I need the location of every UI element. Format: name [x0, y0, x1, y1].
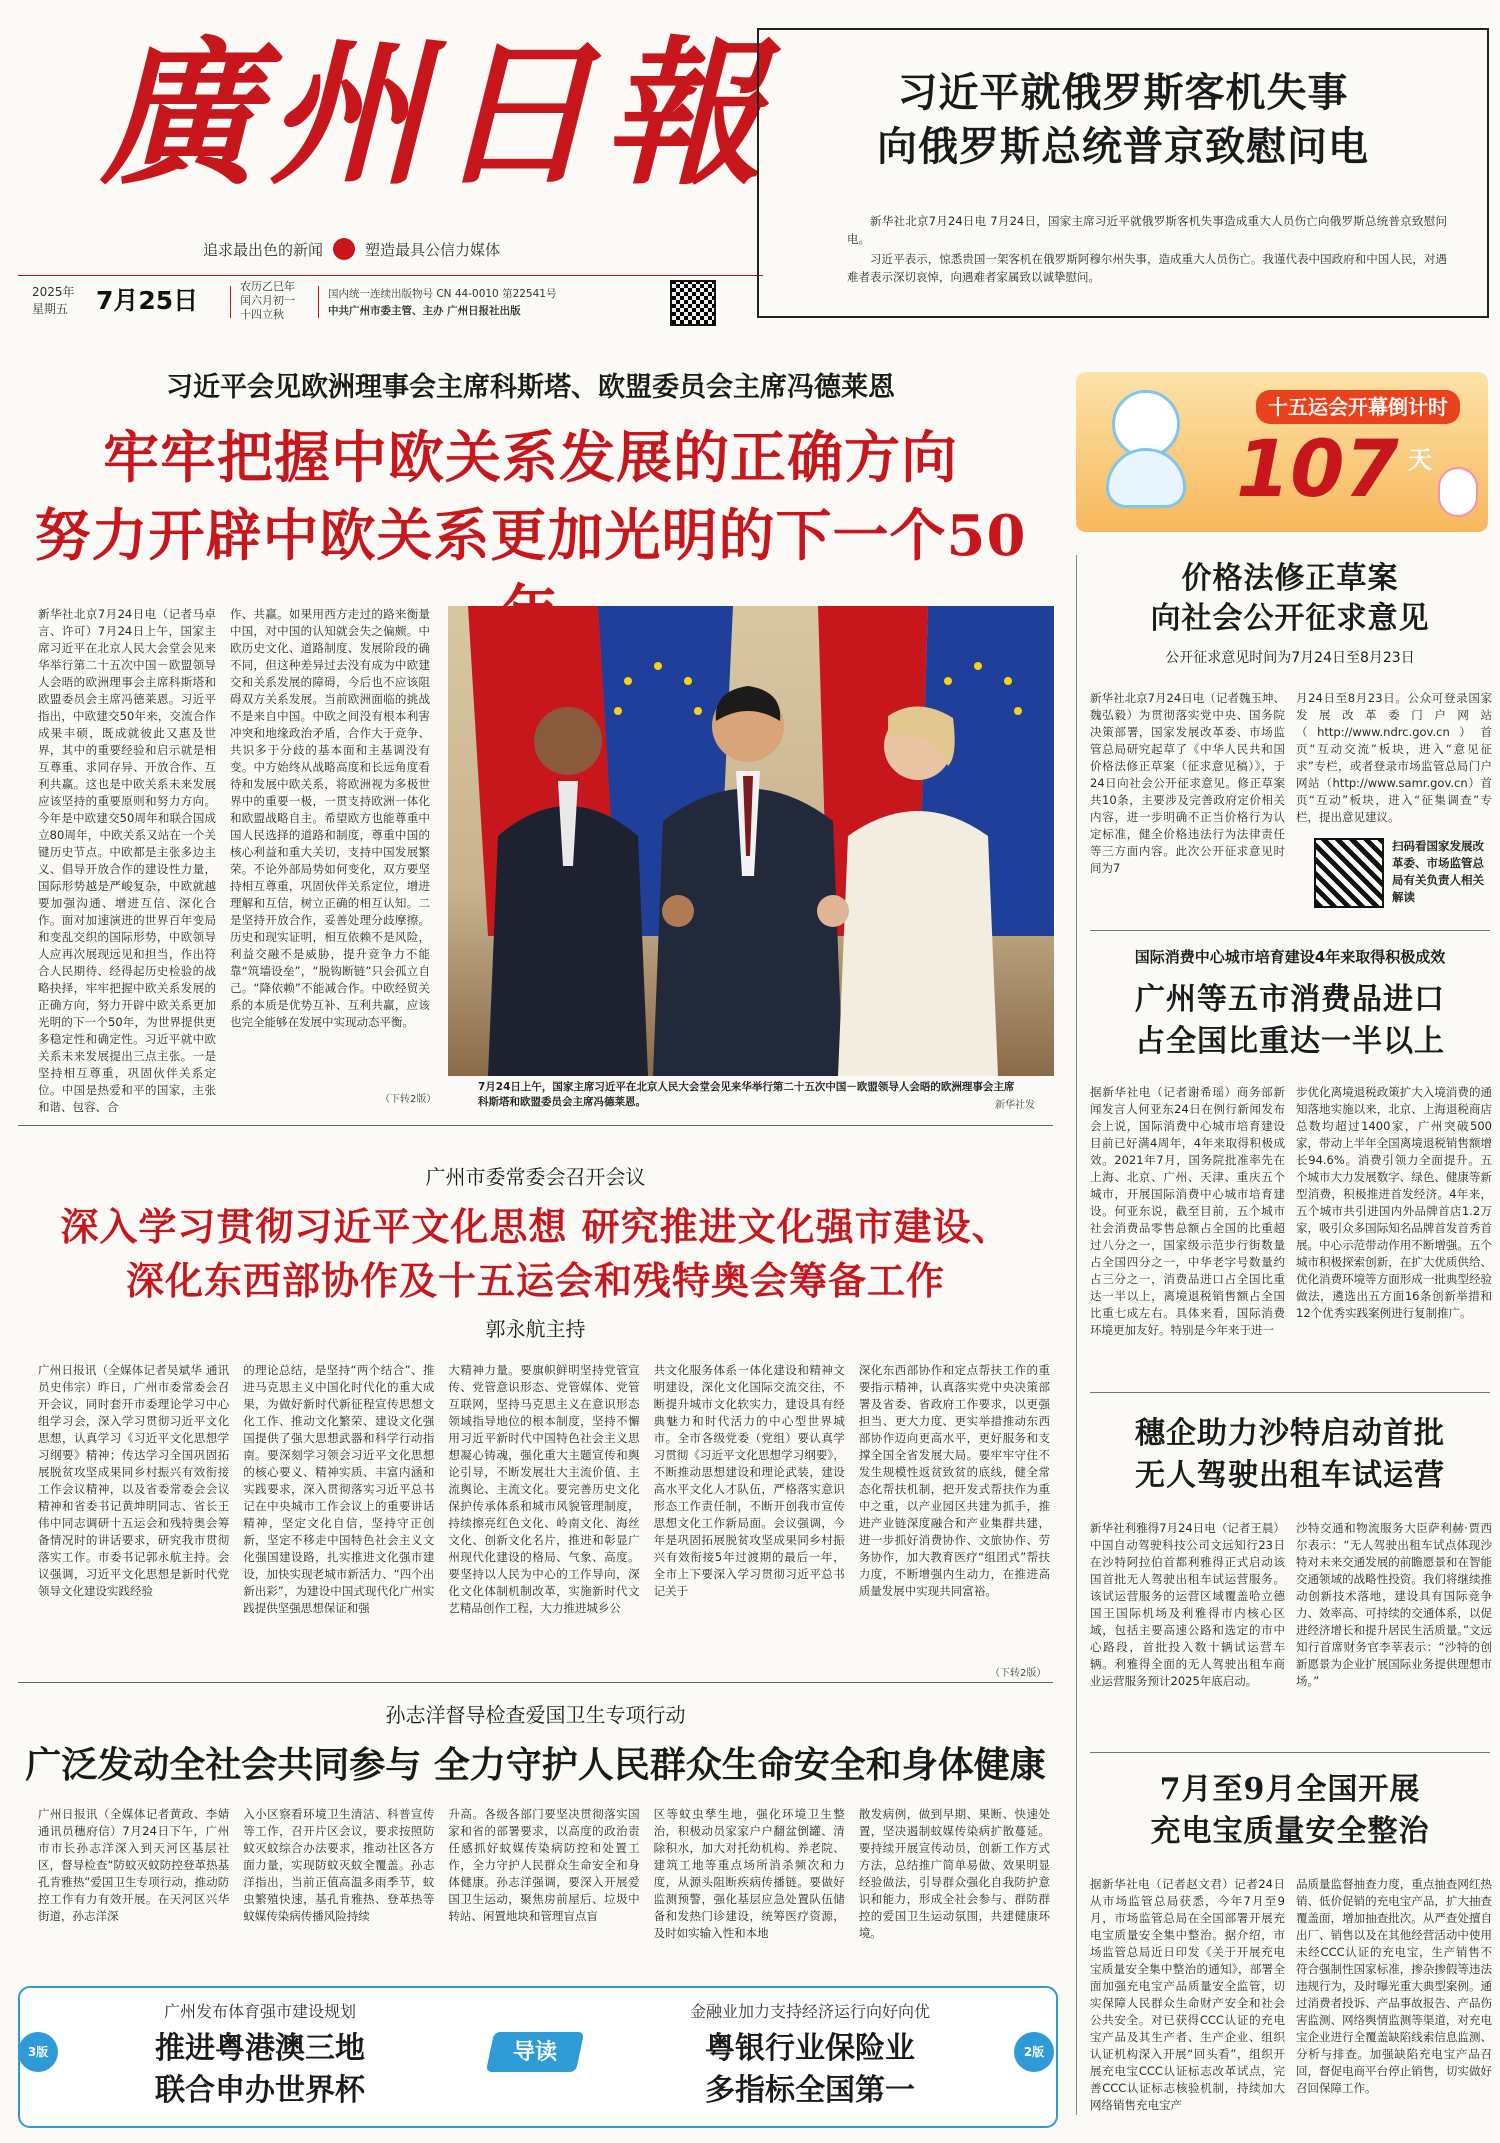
guide-right-line-1[interactable]: 粤银行业保险业	[705, 2031, 915, 2066]
lead-photo-credit: 新华社发	[995, 1100, 1035, 1111]
top-story-p2: 习近平表示，惊悉贵国一架客机在俄罗斯阿穆尔州失事，造成重大人员伤亡。我谨代表中国政府和中国人民，对遇难者表示深切哀悼，向遇难者家属致以诚挚慰问。	[847, 252, 1447, 284]
handshake-left	[662, 895, 694, 927]
consumption-headline-1: 广州等五市消费品进口	[1135, 982, 1445, 1017]
slogan-left: 追求最出色的新闻	[203, 240, 324, 259]
city-meeting-col-1: 广州日报讯（全媒体记者吴斌华 通讯员史伟宗）昨日，广州市委常委会召开会议，同时套开市委理论学习中心组学习会，深入学习贯彻习近平文化思想，认真学习《习近平文化思想学习纲要》精神；传达学习全国巩固拓展脱贫攻坚成果同乡村振兴有效衔接工作会议精神，以及省委常委会会议精神和省委书记黄坤明同志、省长王伟中同志调研十五运会和残特奥会筹备情况时的讲话要求，研究我市贯彻落实工作。市委书记郭永航主持。会议强调，习近平文化思想是新时代党领导文化建设实践经验	[38, 1363, 230, 1598]
health-body	[38, 1806, 1050, 1976]
price-law-qr-icon	[1314, 838, 1384, 908]
price-law-sub: 公开征求意见时间为7月24日至8月23日	[1165, 650, 1415, 666]
city-meeting-headline-1: 深入学习贯彻习近平文化思想 研究推进文化强市建设、	[60, 1204, 1011, 1249]
city-meeting-col-3: 大精神力量。要旗帜鲜明坚持党管宣传、党管意识形态、党管媒体、党管互联网，坚持马克思主义在意识形态领域指导地位的根本制度，坚持不懈用习近平新时代中国特色社会主义思想凝心铸魂，强化重大主题宣传和舆论引导，不断发展壮大主流价值、主流舆论、主流文化。要完善历史文化保护传承体系和城市风貌管理制度，持续擦亮红色文化、岭南文化、海丝文化、创新文化名片，推进和彰显广州现代化建设的格局、气象、高度。要坚持以人民为中心的工作导向，深化文化体制机制改革，实施新时代文艺精品创作工程，大力推进城乡公	[448, 1363, 640, 1615]
lead-photo	[448, 606, 1054, 1076]
guide-bar	[18, 1986, 1058, 2128]
lead-col-2: 作、共赢。如果用西方走过的路来衡量中国，对中国的认知就会失之偏颇。中欧历史文化、道路制度、发展阶段的确不同，但这种差异过去没有成为中欧建交和关系发展的障碍，今后也不应该阻碍双方关系发展。当前欧洲面临的挑战不是来自中国。中欧之间没有根本利害冲突和地缘政治矛盾，合作大于竞争、共识多于分歧的基本面和主基调没有变。中方始终从战略高度和长远角度看待和发展中欧关系，将欧洲视为多极世界中的重要一极，一贯支持欧洲一体化和欧盟战略自主。希望欧方也能尊重中国人民选择的道路和制度，尊重中国的核心利益和重大关切，支持中国发展繁荣。不论外部局势如何变化，双方要坚持相互尊重，巩固伙伴关系定位，增进理解和互信，树立正确的相互认知。二是坚持开放合作，妥善处理分歧摩擦。历史和现实证明，相互依赖不是风险，利益交融不是威胁，提升竞争力不能靠“筑墙设垒”，“脱钩断链”只会孤立自己。“降依赖”不能减合作。中欧经贸关系的本质是优势互补、互利共赢，应该也完全能够在发展中实现动态平衡。	[230, 607, 430, 1029]
slogan-logo-icon	[333, 238, 355, 260]
date-main: 7月25日	[96, 286, 199, 315]
qr-code-icon	[670, 280, 716, 326]
top-story-headline-2: 向俄罗斯总统普京致慰问电	[877, 123, 1369, 170]
lunar-2: 闰六月初一	[240, 294, 295, 307]
mascot-icon	[1098, 390, 1194, 510]
health-col-1: 广州日报讯（全媒体记者黄政、李婧 通讯员穗府信）7月24日下午，广州市市长孙志洋深入到天河区基层社区，督导检查“防蚊灭蚊防控登革热基孔肯雅热”爱国卫生专项行动，推动防控工作有力有效开展。在天河区兴华街道，孙志洋深	[38, 1807, 230, 1923]
price-law-col-1: 新华社北京7月24日电（记者魏玉坤、魏弘毅）为贯彻落实党中央、国务院决策部署，国家发展改革委、市场监管总局研究起草了《中华人民共和国价格法修正草案（征求意见稿）》，于24日向社会公开征求意见。修正草案共10条，主要涉及完善政府定价相关内容，进一步明确不正当价格行为认定标准，健全价格违法行为法律责任等三方面内容。此次公开征求意见时间为7	[1090, 691, 1285, 875]
mascot-small-icon	[1438, 467, 1478, 517]
city-meeting-kicker: 广州市委常委会召开会议	[425, 1165, 646, 1189]
date-bar	[18, 280, 763, 328]
health-kicker: 孙志洋督导检查爱国卫生专项行动	[385, 1703, 686, 1727]
masthead-title: 廣州日報	[100, 22, 772, 207]
guide-center-label: 导读	[512, 2039, 557, 2065]
city-meeting-headline-2: 深化东西部协作及十五运会和残特奥会筹备工作	[125, 1258, 945, 1303]
health-col-4: 区等蚊虫孳生地，强化环境卫生整治，积极动员家家户户翻盆倒罐、清除积水，加大对托幼机构、养老院、建筑工地等重点场所消杀频次和力度，从源头阻断疾病传播链。要做好监测预警，强化基层应急处置队伍储备和发热门诊建设，统筹医疗资源，及时如实输入性和本地	[653, 1807, 845, 1940]
city-meeting-body	[38, 1362, 1050, 1662]
guide-left-kicker[interactable]: 广州发布体育强市建设规划	[163, 2002, 356, 2021]
price-law-headline-2: 向社会公开征求意见	[1150, 601, 1430, 636]
countdown-banner	[1076, 372, 1488, 532]
lunar-1: 农历乙巳年	[240, 280, 295, 293]
robotaxi-col-2: 沙特交通和物流服务大臣萨利赫·贾西尔表示：“无人驾驶出租车试点体现沙特对未来交通发展的前瞻愿景和在智能交通领域的战略性投资。我们将继续推动创新技术落地，建设具有国际竞争力、效率高、可持续的交通体系，以促进经济增长和提升居民生活质量。”文远知行首席财务官李莘表示：“沙特的创新愿景为企业扩展国际业务提供理想市场。”	[1296, 1521, 1492, 1688]
pub-line-2: 中共广州市委主管、主办 广州日报社出版	[328, 305, 521, 317]
guide-left-line-2[interactable]: 联合申办世界杯	[155, 2073, 365, 2108]
health-col-3: 升高。各级各部门要坚决贯彻落实国家和省的部署要求，以高度的政治责任感抓好蚊媒传染病防控和处置工作，全力守护人民群众生命安全和身体健康。孙志洋强调，要深入开展爱国卫生运动，聚焦房前屋后、垃圾中转站、闲置地块和管理盲点盲	[448, 1807, 640, 1923]
power-bank-headline-2: 充电宝质量安全整治	[1150, 1814, 1430, 1849]
date-weekday: 星期五	[32, 302, 69, 316]
lead-col-1: 新华社北京7月24日电（记者马卓言、许可）7月24日上午，国家主席习近平在北京人民大会堂会见来华举行第二十五次中国－欧盟领导人会晤的欧洲理事会主席科斯塔和欧盟委员会主席冯德莱恩。习近平指出，中欧建交50年来，交流合作成果丰硕，既成就彼此又惠及世界，其中的重要经验和启示就是相互尊重、求同存异、开放合作、互利共赢。这也是中欧关系未来发展应该坚持的重要原则和努力方向。今年是中欧建交50周年和联合国成立80周年，中欧关系又站在一个关键历史节点。中欧都是主张多边主义、倡导开放合作的建设性力量，国际形势越是严峻复杂，中欧就越要加强沟通、增进互信、深化合作。面对加速演进的世界百年变局和变乱交织的国际形势，中欧领导人应再次展现远见和担当，作出符合人民期待、经得起历史检验的战略抉择，牢牢把握中欧关系发展的正确方向，努力开辟中欧关系更加光明的下一个50年，为世界提供更多稳定性和确定性。习近平就中欧关系未来发展提出三点主张。一是坚持相互尊重，巩固伙伴关系定位。中国是热爱和平的国家，主张和谐、包容、合	[38, 607, 216, 1114]
photo-illustration	[448, 606, 1054, 1076]
robotaxi-col-1: 新华社利雅得7月24日电（记者王晨）中国自动驾驶科技公司文远知行23日在沙特阿拉伯首都利雅得正式启动该国首批无人驾驶出租车试运营服务。该试运营服务的运营区域覆盖哈立德国王国际机场及利雅得市内核心区域，包括主要高速公路和选定的市中心路段，首批投入数十辆试运营车辆。利雅得全面的无人驾驶出租车商业运营服务预计2025年底启动。	[1090, 1521, 1285, 1688]
city-meeting-byline: 郭永航主持	[485, 1317, 586, 1341]
power-bank-col-1: 据新华社电（记者赵文君）记者24日从市场监管总局获悉，今年7月至9月，市场监管总局在全国部署开展充电宝质量安全集中整治。据介绍，市场监管总局近日印发《关于开展充电宝质量安全集中整治的通知》，部署全面加强充电宝产品质量安全监管，切实保障人民群众生命财产安全和社会公共安全。对已获得CCC认证的充电宝产品及其生产者、生产企业、组织认证机构深入开展“回头看”，组织开展充电宝CCC认证标志改革试点，完善CCC认证标志核验机制，持续加大网络销售充电宝产	[1090, 1877, 1285, 2112]
power-bank-headline-1: 7月至9月全国开展	[1159, 1772, 1421, 1807]
guide-right-kicker[interactable]: 金融业加力支持经济运行向好向优	[689, 2002, 930, 2021]
consumption-col-2: 步优化离境退税政策扩大入境消费的通知落地实施以来，北京、上海退税商店总数均超过1400家，广州突破500家，带动上半年全国离境退税销售额增长94.6%。消费引领力全面提升。五个城市大力发展数字、绿色、健康等新型消费，积极推进首发经济。4年来，五个城市共引进国内外品牌首店1.2万家，吸引众多国际知名品牌首发首秀首展。中心示范带动作用不断增强。五个城市积极探索创新，在扩大优质供给、优化消费环境等方面形成一批典型经验做法，遴选出五方面16条创新举措和12个优秀实践案例进行复制推广。	[1296, 1085, 1492, 1320]
city-meeting-col-4: 共文化服务体系一体化建设和精神文明建设，深化文化国际交流交往，不断提升城市文化软实力，建设具有经典魅力和时代活力的中心型世界城市。全市各级党委（党组）要认真学习贯彻《习近平文化思想学习纲要》，不断推动思想建设和理论武装，建设高水平文化人才队伍，严格落实意识形态工作责任制，不断开创我市宣传思想文化工作新局面。会议强调，今年是巩固拓展脱贫攻坚成果同乡村振兴有效衔接5年过渡期的最后一年，全市上下要深入学习贯彻习近平总书记关于	[653, 1363, 845, 1598]
health-col-5: 散发病例，做到早期、果断、快速处置，坚决遏制蚊媒传染病扩散蔓延。要持续开展宣传动员，创新工作方式方法，总结推广简单易做、效果明显经验做法，引导群众强化自我防护意识和能力，形成全社会参与、群防群控的爱国卫生运动氛围，共建健康环境。	[858, 1807, 1051, 1940]
handshake-right	[817, 895, 849, 927]
countdown-unit: 天	[1408, 446, 1432, 474]
top-story-headline-1: 习近平就俄罗斯客机失事	[897, 69, 1349, 116]
lunar-3: 十四立秋	[240, 308, 284, 321]
lead-more: （下转2版）	[380, 1094, 437, 1105]
consumption-kicker: 国际消费中心城市培育建设4年来取得积极成效	[1134, 948, 1446, 966]
top-story-box	[757, 28, 1489, 318]
slogan-right: 塑造最具公信力媒体	[365, 240, 501, 259]
pub-line-1: 国内统一连续出版物号 CN 44-0010 第22541号	[328, 288, 557, 300]
robotaxi-headline-1: 穗企助力沙特启动首批	[1135, 1416, 1445, 1451]
health-headline: 广泛发动全社会共同参与 全力守护人民群众生命安全和身体健康	[25, 1744, 1046, 1786]
top-story-p1: 新华社北京7月24日电 7月24日，国家主席习近平就俄罗斯客机失事造成重大人员伤亡向俄罗斯总统普京致慰问电。	[847, 214, 1447, 246]
guide-center-badge	[486, 2032, 585, 2072]
consumption-headline-2: 占全国比重达一半以上	[1135, 1024, 1445, 1059]
price-law-col-2: 月24日至8月23日。公众可登录国家发展改革委门户网站（http://www.ndrc.gov.cn）首页“互动交流”板块，进入“意见征求”专栏，或者登录市场监管总局门户网站（http://www.samr.gov.cn）首页“互动”板块，进入“征集调查”专栏，提出意见建议。	[1296, 691, 1492, 824]
lead-headline-1: 牢牢把握中欧关系发展的正确方向	[103, 425, 958, 491]
date-year: 2025年	[32, 285, 75, 299]
consumption-col-1: 据新华社电（记者谢希瑶）商务部新闻发言人何亚东24日在例行新闻发布会上说，国际消费中心城市培育建设目前已好满4周年，4年来取得积极成效。2021年7月，国务院批准率先在上海、北京、广州、天津、重庆五个城市，开展国际消费中心城市培育建设。何亚东说，截至目前，五个城市社会消费品零售总额占全国的比重超过八分之一，国家级示范步行街数量占全国四分之一，中华老字号数量约占三分之一，消费品进口占全国比重达一半以上，离境退税销售额占全国比重七成左右。具体来看，国际消费环境更加友好。特别是今年来于进一	[1090, 1085, 1285, 1337]
health-col-2: 入小区察看环境卫生清洁、科普宣传等工作，召开片区会议，要求按照防蚊灭蚊综合办法要求，推动社区各方面力量，实现防蚊灭蚊全覆盖。孙志洋指出，当前正值高温多雨季节，蚊虫繁殖快速，基孔肯雅热、登革热等蚊媒传染病传播风险持续	[243, 1807, 435, 1923]
countdown-number: 107	[1236, 425, 1399, 515]
price-law-qr-caption: 扫码看国家发展改革委、市场监管总局有关负责人相关解读	[1392, 839, 1484, 904]
guide-right-page[interactable]: 2版	[1014, 2032, 1054, 2072]
countdown-label: 十五运会开幕倒计时	[1256, 390, 1460, 424]
city-meeting-more: （下转2版）	[990, 1668, 1047, 1679]
guide-left-page[interactable]: 3版	[18, 2032, 58, 2072]
slogan	[203, 238, 500, 260]
lead-kicker: 习近平会见欧洲理事会主席科斯塔、欧盟委员会主席冯德莱恩	[166, 372, 895, 403]
lead-caption: 7月24日上午，国家主席习近平在北京人民大会堂会见来华举行第二十五次中国－欧盟领导人会晤的欧洲理事会主席科斯塔和欧盟委员会主席冯德莱恩。	[478, 1081, 1015, 1108]
price-law-headline-1: 价格法修正草案	[1181, 561, 1399, 596]
guide-left-line-1[interactable]: 推进粤港澳三地	[155, 2031, 365, 2066]
lead-headline-2: 努力开辟中欧关系更加光明的下一个50	[34, 503, 1027, 569]
power-bank-col-2: 品质量监督抽查力度，重点抽查网红热销、低价促销的充电宝产品，扩大抽查覆盖面，增加抽查批次。从严查处擅自出厂、销售以及在其他经营活动中使用未经CCC认证的充电宝，生产销售不符合强制性国家标准，掺杂掺假等违法违规行为，及时曝光重大典型案例。通过消费者投诉、产品事故报告、产品伤害监测、网络舆情监测等渠道，对充电宝企业进行全覆盖缺陷线索信息监测、分析与排查。加强缺陷充电宝产品召回，督促电商平台停止销售，切实做好召回保障工作。	[1296, 1877, 1492, 2095]
city-meeting-col-5: 深化东西部协作和定点帮扶工作的重要指示精神，认真落实党中央决策部署及省委、省政府工作要求，以更强担当、更大力度、更实举措推动东西部协作迈向更高水平，更好服务和支撑全国全省发展大局。要牢牢守住不发生规模性返贫致贫的底线，健全常态化帮扶机制，把开发式帮扶作为重中之重，以产业园区共建为抓手，推进产业链深度融合和产业集群共建，进一步抓好消费协作、文旅协作、劳务协作，加大教育医疗“组团式”帮扶力度，不断增强内生动力，在推进高质量发展中实现共同富裕。	[858, 1363, 1051, 1598]
guide-right-line-2[interactable]: 多指标全国第一	[705, 2073, 915, 2108]
top-story-body	[847, 212, 1447, 308]
robotaxi-headline-2: 无人驾驶出租车试运营	[1135, 1458, 1445, 1493]
city-meeting-col-2: 的理论总结，是坚持“两个结合”、推进马克思主义中国化时代化的重大成果，为做好新时代新征程宣传思想文化工作、推动文化繁荣、建设文化强国提供了强大思想武器和科学行动指南。要深刻学习领会习近平文化思想的核心要义、精神实质、丰富内涵和实践要求，深入贯彻落实习近平总书记在中央城市工作会议上的重要讲话精神，坚定文化自信，坚持守正创新，坚定不移走中国特色社会主义文化强国建设路，扎实推进文化强市建设，加快实现老城市新活力、“四个出新出彩”，为建设中国式现代化广州实践提供坚强思想保证和强	[243, 1363, 435, 1615]
